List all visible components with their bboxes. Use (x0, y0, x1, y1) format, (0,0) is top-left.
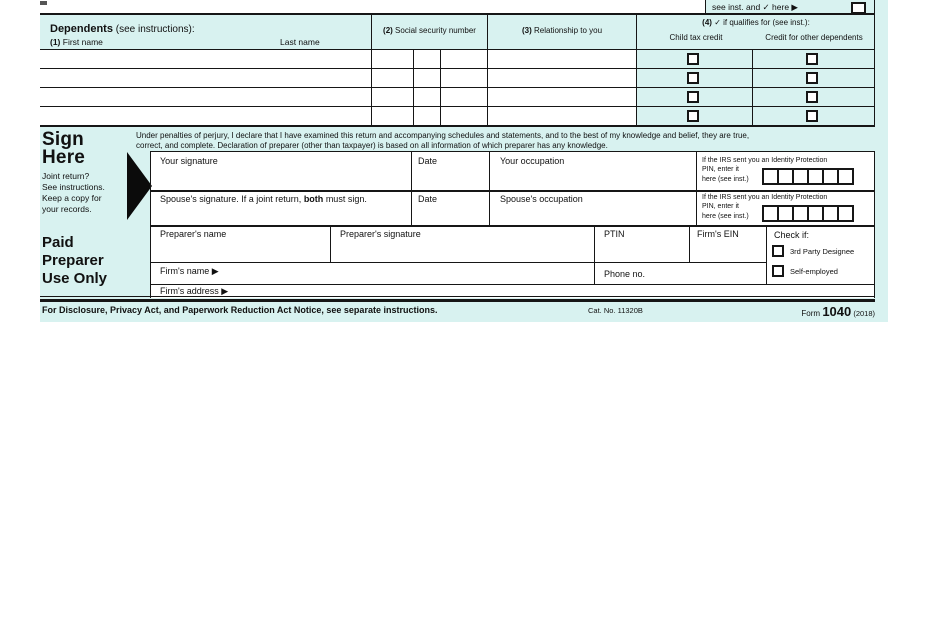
dependent-relationship-cell[interactable] (488, 88, 636, 107)
preparer-name-label: Preparer's name (160, 229, 227, 239)
paid-preparer-title-line2: Preparer (42, 252, 104, 269)
your-occupation-label: Your occupation (500, 156, 565, 166)
dependent-ssn-cell[interactable] (372, 69, 487, 88)
divider (874, 152, 875, 298)
dependent-relationship-cell[interactable] (488, 69, 636, 88)
child-tax-credit-checkbox[interactable] (687, 72, 699, 84)
footer-notice: For Disclosure, Privacy Act, and Paperwork Reduction Act Notice, see separate instructions. (42, 305, 438, 315)
col-relationship-header: (3) Relationship to you (521, 26, 603, 35)
divider (766, 226, 767, 285)
dependents-title-text: Dependents (50, 23, 113, 35)
firms-address-label: Firm's address ▶ (160, 286, 229, 296)
dependents-subtitle: (see instructions): (112, 24, 195, 35)
spouse-ip-pin-boxes (764, 205, 854, 222)
dependents-title (50, 20, 195, 37)
divider (40, 13, 875, 15)
date-label: Date (418, 156, 438, 166)
col-first-name-header: (1) First name (50, 37, 103, 47)
check-if-label: Check if: (774, 230, 810, 240)
ip-pin-note-line1: If the IRS sent you an Identity Protection (702, 157, 828, 164)
dependent-ssn-cell[interactable] (372, 88, 487, 107)
perjury-statement-line1: Under penalties of perjury, I declare that I have examined this return and accompanying schedules and statements, and to the best of my knowledge and belief, they are true, (136, 131, 750, 140)
scan-artifact (40, 1, 47, 5)
ip-pin-note-line3: here (see inst.) (702, 176, 749, 183)
dependent-name-cell[interactable] (40, 69, 371, 88)
perjury-statement-line2: correct, and complete. Declaration of preparer (other than taxpayer) is based on all information of which preparer has any knowledge. (136, 141, 608, 150)
dependent-ssn-cell[interactable] (372, 50, 487, 69)
divider (752, 50, 753, 126)
preparer-signature-label: Preparer's signature (340, 229, 421, 239)
dependent-name-cell[interactable] (40, 50, 371, 69)
footer-form-id (740, 304, 875, 321)
sign-here-title-line2: Here (42, 147, 86, 168)
divider (874, 0, 875, 126)
dependent-ssn-cell[interactable] (372, 107, 487, 126)
child-tax-credit-checkbox[interactable] (687, 53, 699, 65)
ip-pin-note-line2: PIN, enter it (702, 203, 739, 210)
firms-name-label: Firm's name ▶ (160, 266, 219, 276)
other-dependents-checkbox[interactable] (806, 72, 818, 84)
child-tax-credit-checkbox[interactable] (687, 91, 699, 103)
footer-form-year: (2018) (851, 309, 875, 318)
footer-form-word: Form (801, 309, 823, 318)
footer-form-number: 1040 (822, 304, 852, 319)
dependent-name-cell[interactable] (40, 107, 371, 126)
ip-pin-box[interactable] (837, 205, 854, 222)
ip-pin-box[interactable] (837, 168, 854, 185)
paid-preparer-title-line3: Use Only (42, 270, 108, 287)
ptin-label: PTIN (604, 229, 625, 239)
spouse-occupation-label: Spouse's occupation (500, 194, 583, 204)
header-fragment-label: see inst. and ✓ here ▶ (712, 2, 798, 12)
firms-address-cell[interactable] (151, 285, 875, 296)
sign-here-title-line1: Sign (42, 129, 84, 150)
ip-pin-note-line1: If the IRS sent you an Identity Protection (702, 194, 828, 201)
col-last-name-header: Last name (280, 37, 320, 47)
ip-pin-note-line3: here (see inst.) (702, 213, 749, 220)
col-ssn-header: (2) Social security number (383, 26, 476, 35)
other-dependents-checkbox[interactable] (806, 110, 818, 122)
sign-margin-note: Keep a copy for (42, 193, 102, 203)
dependent-relationship-cell[interactable] (488, 50, 636, 69)
ip-pin-note-line2: PIN, enter it (702, 166, 739, 173)
firms-ein-label: Firm's EIN (697, 229, 739, 239)
spouse-signature-label: Spouse's signature. If a joint return, both must sign. (160, 194, 367, 204)
col-qualifies-header: (4) ✓ if qualifies for (see inst.): (702, 18, 810, 27)
child-tax-credit-checkbox[interactable] (687, 110, 699, 122)
divider (696, 152, 697, 226)
phone-label: Phone no. (604, 269, 646, 279)
sign-margin-note: Joint return? (42, 171, 90, 181)
self-employed-label: Self-employed (790, 267, 838, 276)
third-party-designee-checkbox[interactable] (772, 245, 784, 257)
self-employed-checkbox[interactable] (772, 265, 784, 277)
col-other-dependents-header: Credit for other dependents (765, 33, 863, 42)
third-party-designee-label: 3rd Party Designee (790, 247, 855, 256)
taxpayer-ip-pin-boxes (764, 168, 854, 185)
paid-preparer-title-line1: Paid (42, 234, 74, 251)
your-signature-label: Your signature (160, 156, 218, 166)
footer-cat-no: Cat. No. 11320B (588, 306, 643, 315)
other-dependents-checkbox[interactable] (806, 91, 818, 103)
divider (705, 0, 706, 14)
form-bottom-rule (40, 299, 875, 302)
dependent-name-cell[interactable] (40, 88, 371, 107)
dependent-relationship-cell[interactable] (488, 107, 636, 126)
col-child-tax-credit-header: Child tax credit (669, 33, 723, 42)
date-label: Date (418, 194, 438, 204)
divider (636, 14, 637, 126)
other-dependents-checkbox[interactable] (806, 53, 818, 65)
sign-margin-note: your records. (42, 204, 92, 214)
sign-margin-note: See instructions. (42, 182, 105, 192)
